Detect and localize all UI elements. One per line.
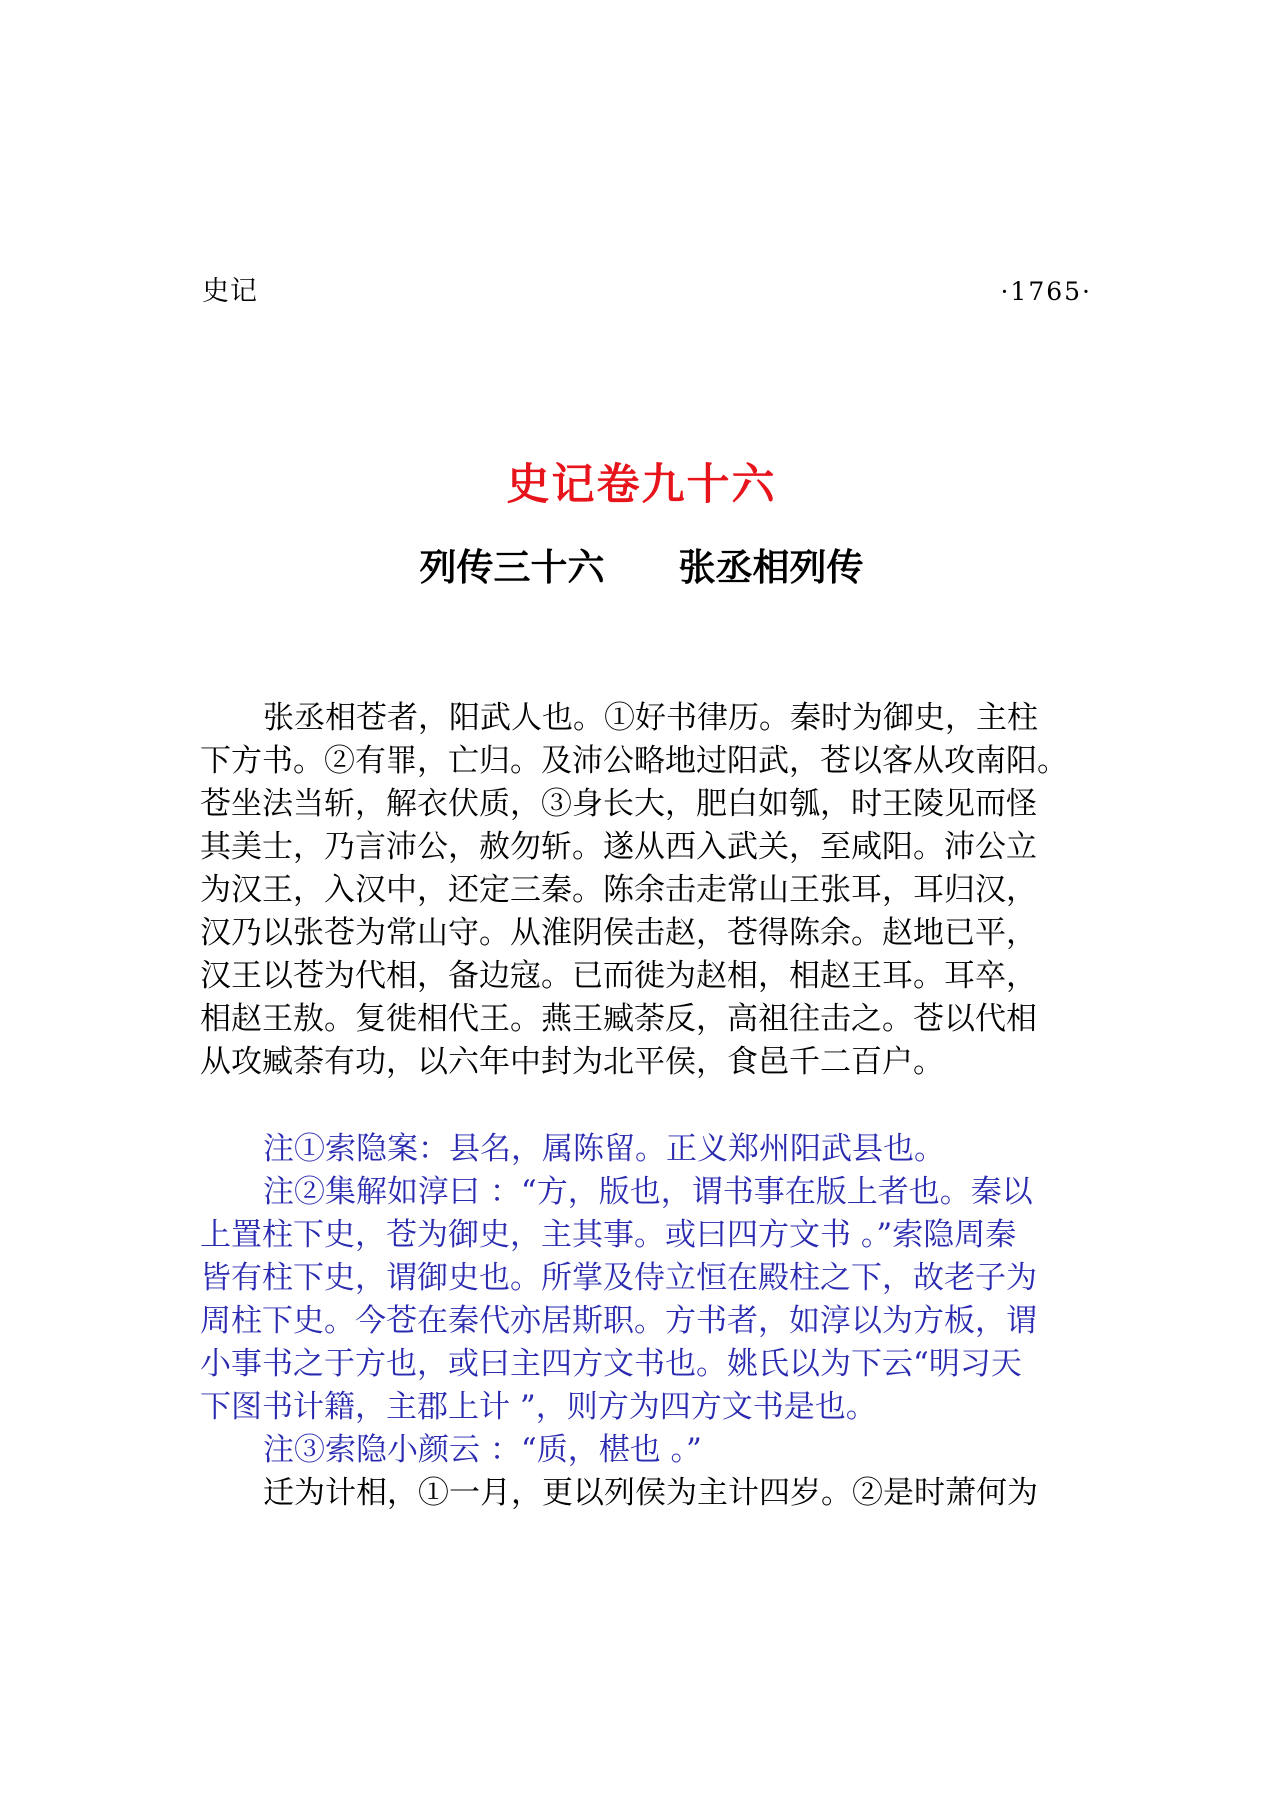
chapter-title: 列传三十六 张丞相列传 bbox=[419, 546, 864, 589]
note-line: 注③索隐小颜云 ：“质，椹也 。” bbox=[263, 1432, 702, 1468]
note-line: 小事书之于方也，或曰主四方文书也。姚氏以为下云“明习天 bbox=[200, 1346, 1022, 1382]
body-line: 相赵王敖。复徙相代王。燕王臧荼反，高祖往击之。苍以代相 bbox=[200, 1001, 1037, 1037]
body-line: 从攻臧荼有功，以六年中封为北平侯，食邑千二百户。 bbox=[200, 1044, 944, 1080]
note-line: 下图书计籍，主郡上计 ”，则方为四方文书是也。 bbox=[200, 1389, 877, 1425]
body-line: 其美士，乃言沛公，赦勿斩。遂从西入武关，至咸阳。沛公立 bbox=[200, 829, 1037, 865]
note-line: 注②集解如淳曰 ：“方，版也，谓书事在版上者也。秦以 bbox=[263, 1174, 1033, 1210]
page-number: ·1765· bbox=[1000, 277, 1092, 306]
main-text bbox=[200, 697, 1100, 1084]
running-head bbox=[202, 272, 1092, 312]
book-title: 史记 bbox=[202, 276, 258, 307]
body-line: 汉王以苍为代相，备边寇。已而徙为赵相，相赵王耳。耳卒， bbox=[200, 958, 1037, 994]
body-line: 汉乃以张苍为常山守。从淮阴侯击赵，苍得陈余。赵地已平， bbox=[200, 915, 1037, 951]
volume-title: 史记卷九十六 bbox=[506, 460, 777, 510]
note-line: 上置柱下史，苍为御史，主其事。或曰四方文书 。”索隐周秦 bbox=[200, 1217, 1017, 1253]
body-line: 张丞相苍者，阳武人也。①好书律历。秦时为御史，主柱 bbox=[263, 700, 1038, 736]
body-line: 下方书。②有罪，亡归。及沛公略地过阳武，苍以客从攻南阳。 bbox=[200, 743, 1068, 779]
note-line: 周柱下史。今苍在秦代亦居斯职。方书者，如淳以为方板，谓 bbox=[200, 1303, 1037, 1339]
body-line: 苍坐法当斩，解衣伏质，③身长大，肥白如瓠，时王陵见而怪 bbox=[200, 786, 1037, 822]
body-line: 迁为计相，①一月，更以列侯为主计四岁。②是时萧何为 bbox=[263, 1475, 1038, 1511]
note-line: 皆有柱下史，谓御史也。所掌及侍立恒在殿柱之下，故老子为 bbox=[200, 1260, 1037, 1296]
note-line: 注①索隐案：县名，属陈留。正义郑州阳武县也。 bbox=[263, 1131, 945, 1167]
notes-section bbox=[200, 1128, 1100, 1515]
body-line: 为汉王，入汉中，还定三秦。陈余击走常山王张耳，耳归汉， bbox=[200, 872, 1037, 908]
